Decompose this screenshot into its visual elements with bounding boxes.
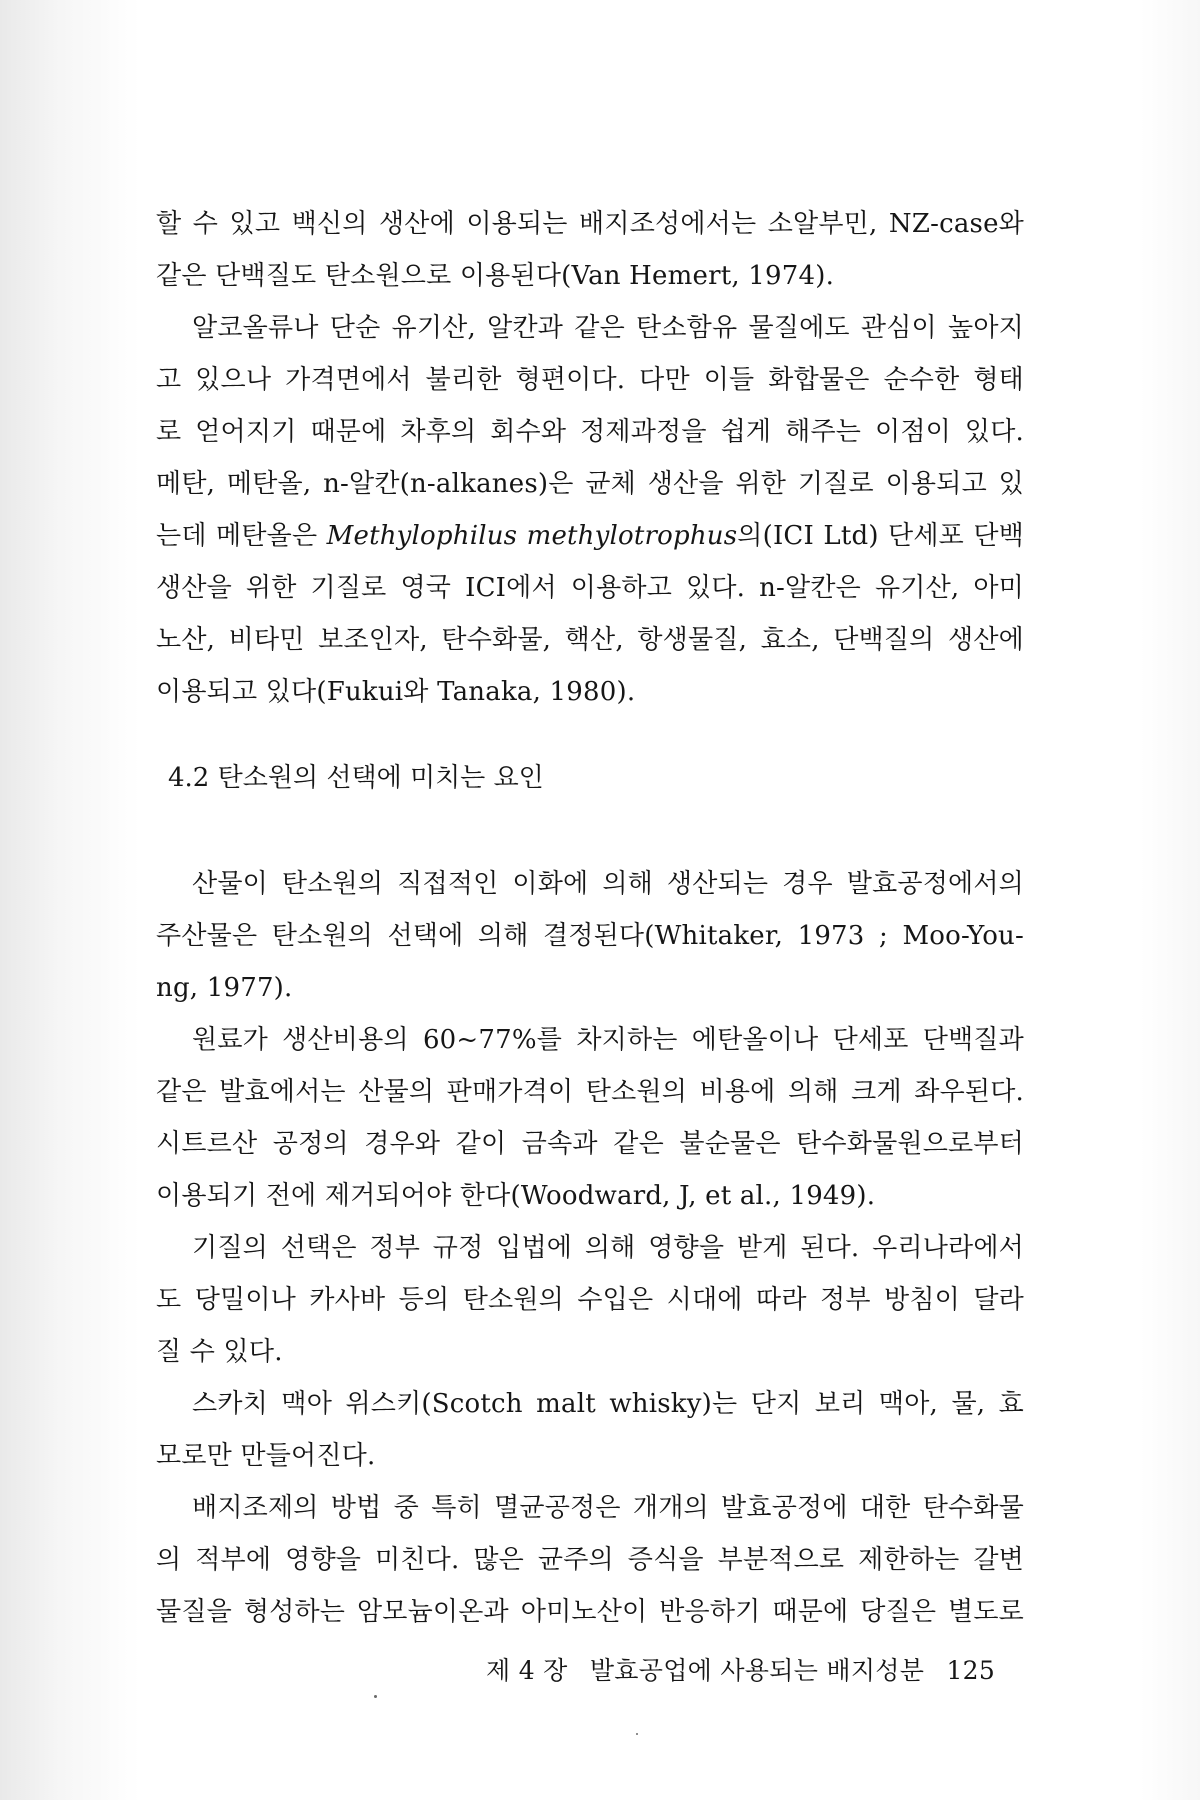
paragraph (156, 198, 1024, 302)
text-line: 물질을 형성하는 암모늄이온과 아미노산이 반응하기 때문에 당질은 별도로 (156, 1597, 1024, 1627)
text-line: 주산물은 탄소원의 선택에 의해 결정된다(Whitaker, 1973 ; Moo-You- (156, 921, 1024, 951)
text-line: 이용되기 전에 제거되어야 한다(Woodward, J, et al., 1949). (156, 1181, 876, 1211)
text-line: 질 수 있다. (156, 1337, 283, 1367)
text-line: 기질의 선택은 정부 규정 입법에 의해 영향을 받게 된다. 우리나라에서 (192, 1233, 1024, 1263)
text-line: 생산을 위한 기질로 영국 ICI에서 이용하고 있다. n-알칸은 유기산, 아미 (156, 573, 1024, 603)
page-number: 125 (946, 1656, 996, 1685)
text-line: 의 적부에 영향을 미친다. 많은 균주의 증식을 부분적으로 제한하는 갈변 (156, 1545, 1024, 1575)
text-line: 모로만 만들어진다. (156, 1441, 376, 1471)
text-fragment: 의(ICI Ltd) 단세포 단백 (737, 521, 1024, 551)
text-line: 스카치 맥아 위스키(Scotch malt whisky)는 단지 보리 맥아, 물, 효 (192, 1389, 1024, 1419)
paragraph (156, 302, 1024, 718)
text-line: 메탄, 메탄올, n-알칸(n-alkanes)은 균체 생산을 위한 기질로 이용되고 있 (156, 469, 1024, 499)
text-line: 할 수 있고 백신의 생산에 이용되는 배지조성에서는 소알부민, NZ-case와 (156, 209, 1024, 239)
text-line: 도 당밀이나 카사바 등의 탄소원의 수입은 시대에 따라 정부 방침이 달라 (156, 1285, 1024, 1315)
text-line: 배지조제의 방법 중 특히 멸균공정은 개개의 발효공정에 대한 탄수화물 (192, 1493, 1024, 1523)
text-line: 노산, 비타민 보조인자, 탄수화물, 핵산, 항생물질, 효소, 단백질의 생산에 (156, 625, 1024, 655)
species-name: Methylophilus methylotrophus (326, 521, 738, 551)
scan-speck (374, 1695, 377, 1698)
running-footer (486, 1651, 1009, 1687)
text-line: 로 얻어지기 때문에 차후의 회수와 정제과정을 쉽게 해주는 이점이 있다. (156, 417, 1024, 447)
text-line: 이용되고 있다(Fukui와 Tanaka, 1980). (156, 677, 636, 707)
scan-speck (636, 1733, 638, 1735)
body-text (156, 198, 1024, 1638)
section-heading: 4.2 탄소원의 선택에 미치는 요인 (168, 763, 544, 793)
text-line: 원료가 생산비용의 60~77%를 차지하는 에탄올이나 단세포 단백질과 (192, 1025, 1024, 1055)
paragraph (156, 1014, 1024, 1222)
chapter-title: 발효공업에 사용되는 배지성분 (589, 1656, 925, 1685)
text-line: 산물이 탄소원의 직접적인 이화에 의해 생산되는 경우 발효공정에서의 (192, 869, 1024, 899)
text-line: 알코올류나 단순 유기산, 알칸과 같은 탄소함유 물질에도 관심이 높아지 (192, 313, 1024, 343)
text-line: ng, 1977). (156, 973, 293, 1003)
text-line: 같은 단백질도 탄소원으로 이용된다(Van Hemert, 1974). (156, 261, 835, 291)
paragraph (156, 858, 1024, 1014)
text-line: 시트르산 공정의 경우와 같이 금속과 같은 불순물은 탄수화물원으로부터 (156, 1129, 1024, 1159)
chapter-label: 제 4 장 (486, 1656, 568, 1685)
text-line: 같은 발효에서는 산물의 판매가격이 탄소원의 비용에 의해 크게 좌우된다. (156, 1077, 1024, 1107)
text-line-with-species-name (156, 510, 1024, 562)
text-fragment: 는데 메탄올은 (156, 521, 327, 551)
text-line: 고 있으나 가격면에서 불리한 형편이다. 다만 이들 화합물은 순수한 형태 (156, 365, 1024, 395)
paragraph (156, 1222, 1024, 1378)
paragraph (156, 1482, 1024, 1638)
paragraph (156, 1378, 1024, 1482)
